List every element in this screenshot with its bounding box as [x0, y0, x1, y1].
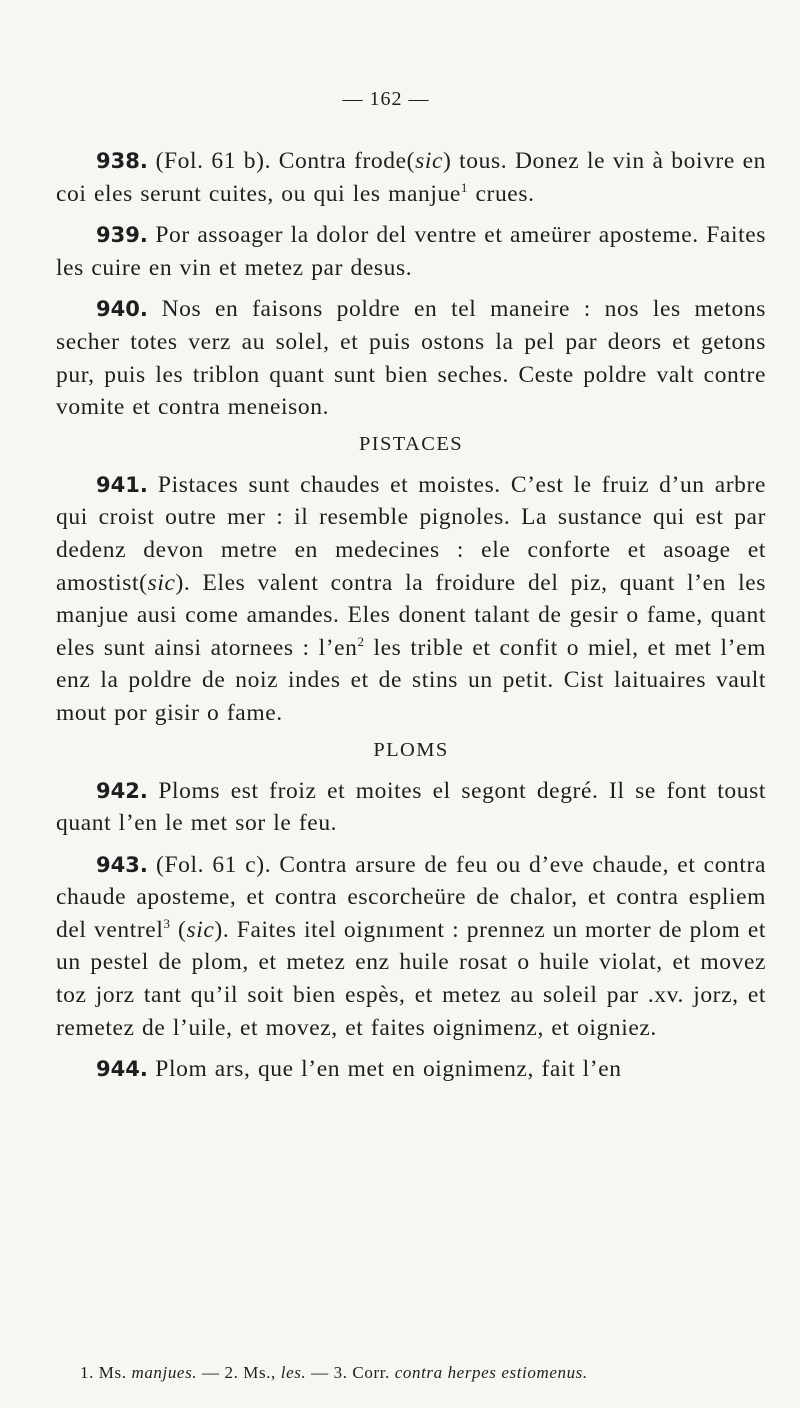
- sic-mark: sic: [415, 148, 443, 174]
- paragraph-text: Pistaces sunt chaudes et moistes. C’est le fruiz d’un arbre qui croist outre mer : il resemble pignoles. La sustance qui est par dedenz devon metre en medecines : ele conforte et asoage et amostist(: [56, 471, 766, 596]
- paragraph-text: Ploms est froiz et moites el segont degré. Il se font toust quant l’en le met sor le feu.: [56, 777, 766, 837]
- paragraph-941: [56, 469, 766, 730]
- paragraph-text: (Fol. 61 c). Contra arsure de feu ou d’eve chaude, et contra chaude aposteme, et contra escorcheüre de chalor, et contra espliem del ventrel: [56, 851, 766, 943]
- page-body: [56, 145, 766, 1095]
- paragraph-942: [56, 775, 766, 840]
- sic-mark: sic: [147, 569, 176, 596]
- footnote-2-label: 2. Ms.,: [224, 1363, 281, 1382]
- paragraph-number: 939.: [96, 223, 148, 248]
- section-heading-pistaces: PISTACES: [358, 432, 464, 455]
- paragraph-text: (Fol. 61 b). Contra frode(: [147, 148, 416, 174]
- footnotes: [56, 1363, 776, 1383]
- footnote-3-label: 3. Corr.: [333, 1363, 395, 1382]
- paragraph-text: crues.: [468, 180, 535, 207]
- footnote-2-text: les.: [280, 1363, 307, 1382]
- paragraph-number: 942.: [96, 778, 148, 803]
- paragraph-939: [56, 219, 766, 284]
- paragraph-number: 940.: [96, 297, 148, 322]
- paragraph-text: ). Faites itel oignıment : prennez un morter de plom et un pestel de plom, et metez enz huile rosat o huile violat, et movez toz jorz tant qu’il soit bien espès, et metez au soleil par .xv. jorz, et remetez de l’uile, et movez, et faites oignimenz, et oigniez.: [56, 916, 766, 1041]
- paragraph-number: 941.: [96, 472, 148, 497]
- paragraph-number: 943.: [96, 852, 148, 877]
- footnote-marker: 3: [163, 916, 171, 932]
- footnote-marker: 1: [460, 179, 469, 195]
- paragraph-text: Plom ars, que l’en met en oignimenz, fait l’en: [147, 1056, 622, 1083]
- paragraph-text: ) tous. Donez le vin à boivre en coi eles serunt cuites, ou qui les manjue: [56, 148, 766, 207]
- paragraph-text: Nos en faisons poldre en tel maneire : nos les metons secher totes verz au solel, et puis ostons la pel par deors et getons pur, puis les triblon quant sunt bien seches. Ceste poldre valt contre vomite et contra meneison.: [56, 296, 766, 421]
- paragraph-number: 938.: [96, 149, 148, 173]
- paragraph-text: les trible et confit o miel, et met l’em enz la poldre de noiz indes et de stins un petit. Cist laituaires vault mout por gisir o fame.: [56, 634, 766, 726]
- footnote-separator: —: [197, 1363, 225, 1382]
- footnote-3-text: contra herpes estiomenus.: [394, 1363, 588, 1382]
- section-heading-ploms: PLOMS: [373, 738, 449, 761]
- paragraph-943: [56, 849, 766, 1045]
- paragraph-text: ). Eles valent contra la froidure del piz, quant l’en les manjue ausi come amandes. Eles donent talant de gesir o fame, quant eles sunt ainsi atornees : l’en: [56, 569, 766, 661]
- footnote-marker: 2: [357, 633, 365, 649]
- paragraph-number: 944.: [96, 1057, 148, 1082]
- paragraph-944: [56, 1053, 766, 1086]
- paragraph-text: Por assoager la dolor del ventre et ameürer aposteme. Faites les cuire en vin et metez par desus.: [56, 222, 766, 281]
- paragraph-940: [56, 293, 766, 423]
- footnote-separator: —: [306, 1363, 334, 1382]
- page-number-header: — 162 —: [342, 88, 430, 110]
- footnote-1-text: manjues.: [131, 1363, 198, 1382]
- footnote-1-label: 1. Ms.: [80, 1363, 132, 1382]
- paragraph-938: [56, 145, 766, 210]
- sic-mark: sic: [186, 916, 215, 943]
- paragraph-text: (: [170, 916, 187, 943]
